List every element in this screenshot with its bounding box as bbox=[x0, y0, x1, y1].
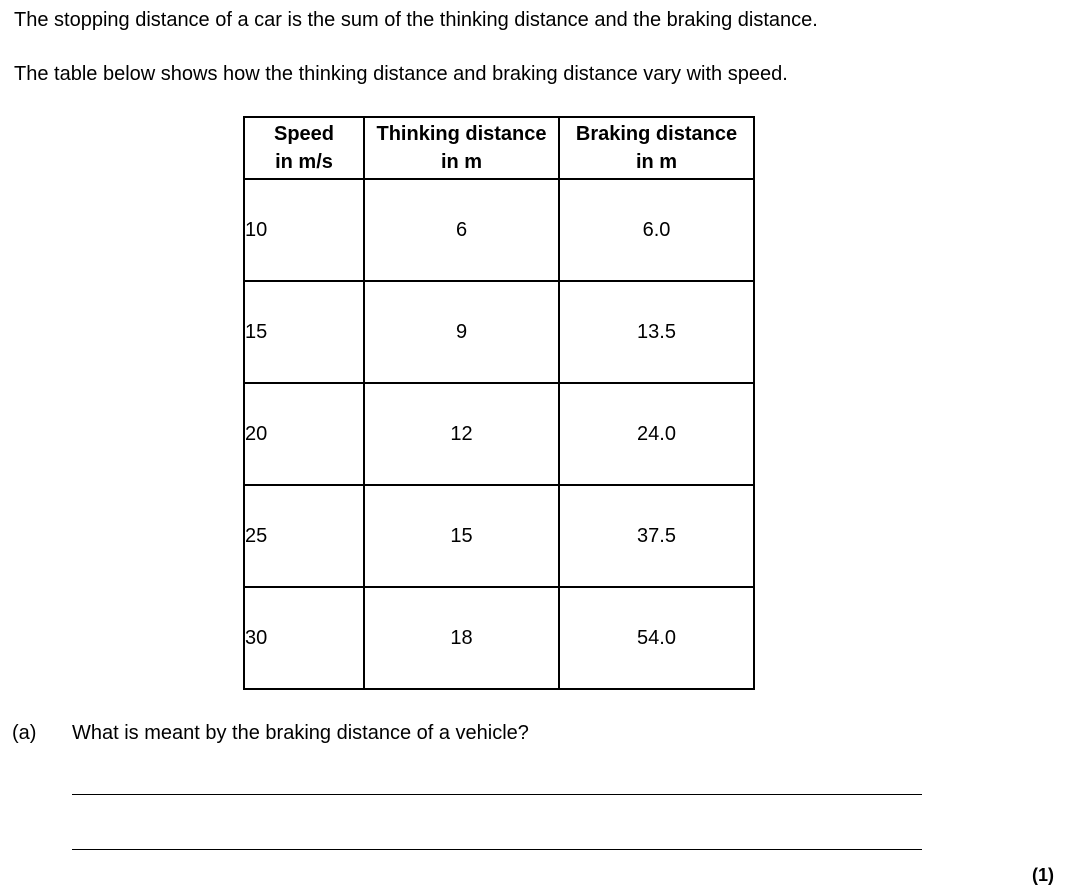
speed-cell: 30 bbox=[244, 587, 364, 689]
answer-line[interactable] bbox=[72, 849, 922, 850]
braking-distance-cell: 13.5 bbox=[559, 281, 754, 383]
thinking-distance-cell: 15 bbox=[364, 485, 559, 587]
braking-distance-cell: 37.5 bbox=[559, 485, 754, 587]
table-row bbox=[244, 485, 754, 587]
table-header-row bbox=[244, 117, 754, 179]
speed-cell: 25 bbox=[244, 485, 364, 587]
header-thinking-unit: in m bbox=[440, 151, 483, 173]
braking-distance-cell: 6.0 bbox=[559, 179, 754, 281]
table-row bbox=[244, 179, 754, 281]
thinking-distance-cell: 12 bbox=[364, 383, 559, 485]
table-row bbox=[244, 587, 754, 689]
question-label: (a) bbox=[12, 722, 37, 744]
intro-sentence-2: The table below shows how the thinking distance and braking distance vary with speed. bbox=[14, 63, 788, 85]
marks-indicator: (1) bbox=[1032, 865, 1054, 885]
header-thinking-title: Thinking distance bbox=[376, 123, 547, 145]
table-row bbox=[244, 383, 754, 485]
header-speed-unit: in m/s bbox=[275, 151, 333, 173]
header-braking-unit: in m bbox=[635, 151, 678, 173]
header-speed-title: Speed bbox=[273, 123, 335, 145]
speed-cell: 10 bbox=[244, 179, 364, 281]
question-text: What is meant by the braking distance of a vehicle? bbox=[72, 722, 529, 744]
thinking-distance-cell: 9 bbox=[364, 281, 559, 383]
intro-sentence-1: The stopping distance of a car is the sum of the thinking distance and the braking distance. bbox=[14, 9, 818, 31]
table-row bbox=[244, 281, 754, 383]
speed-cell: 15 bbox=[244, 281, 364, 383]
speed-cell: 20 bbox=[244, 383, 364, 485]
header-braking-distance bbox=[559, 117, 754, 179]
answer-line[interactable] bbox=[72, 794, 922, 795]
header-speed bbox=[244, 117, 364, 179]
braking-distance-cell: 54.0 bbox=[559, 587, 754, 689]
thinking-distance-cell: 6 bbox=[364, 179, 559, 281]
braking-distance-cell: 24.0 bbox=[559, 383, 754, 485]
header-braking-title: Braking distance bbox=[575, 123, 738, 145]
thinking-distance-cell: 18 bbox=[364, 587, 559, 689]
speed-distance-table bbox=[243, 116, 755, 690]
header-thinking-distance bbox=[364, 117, 559, 179]
